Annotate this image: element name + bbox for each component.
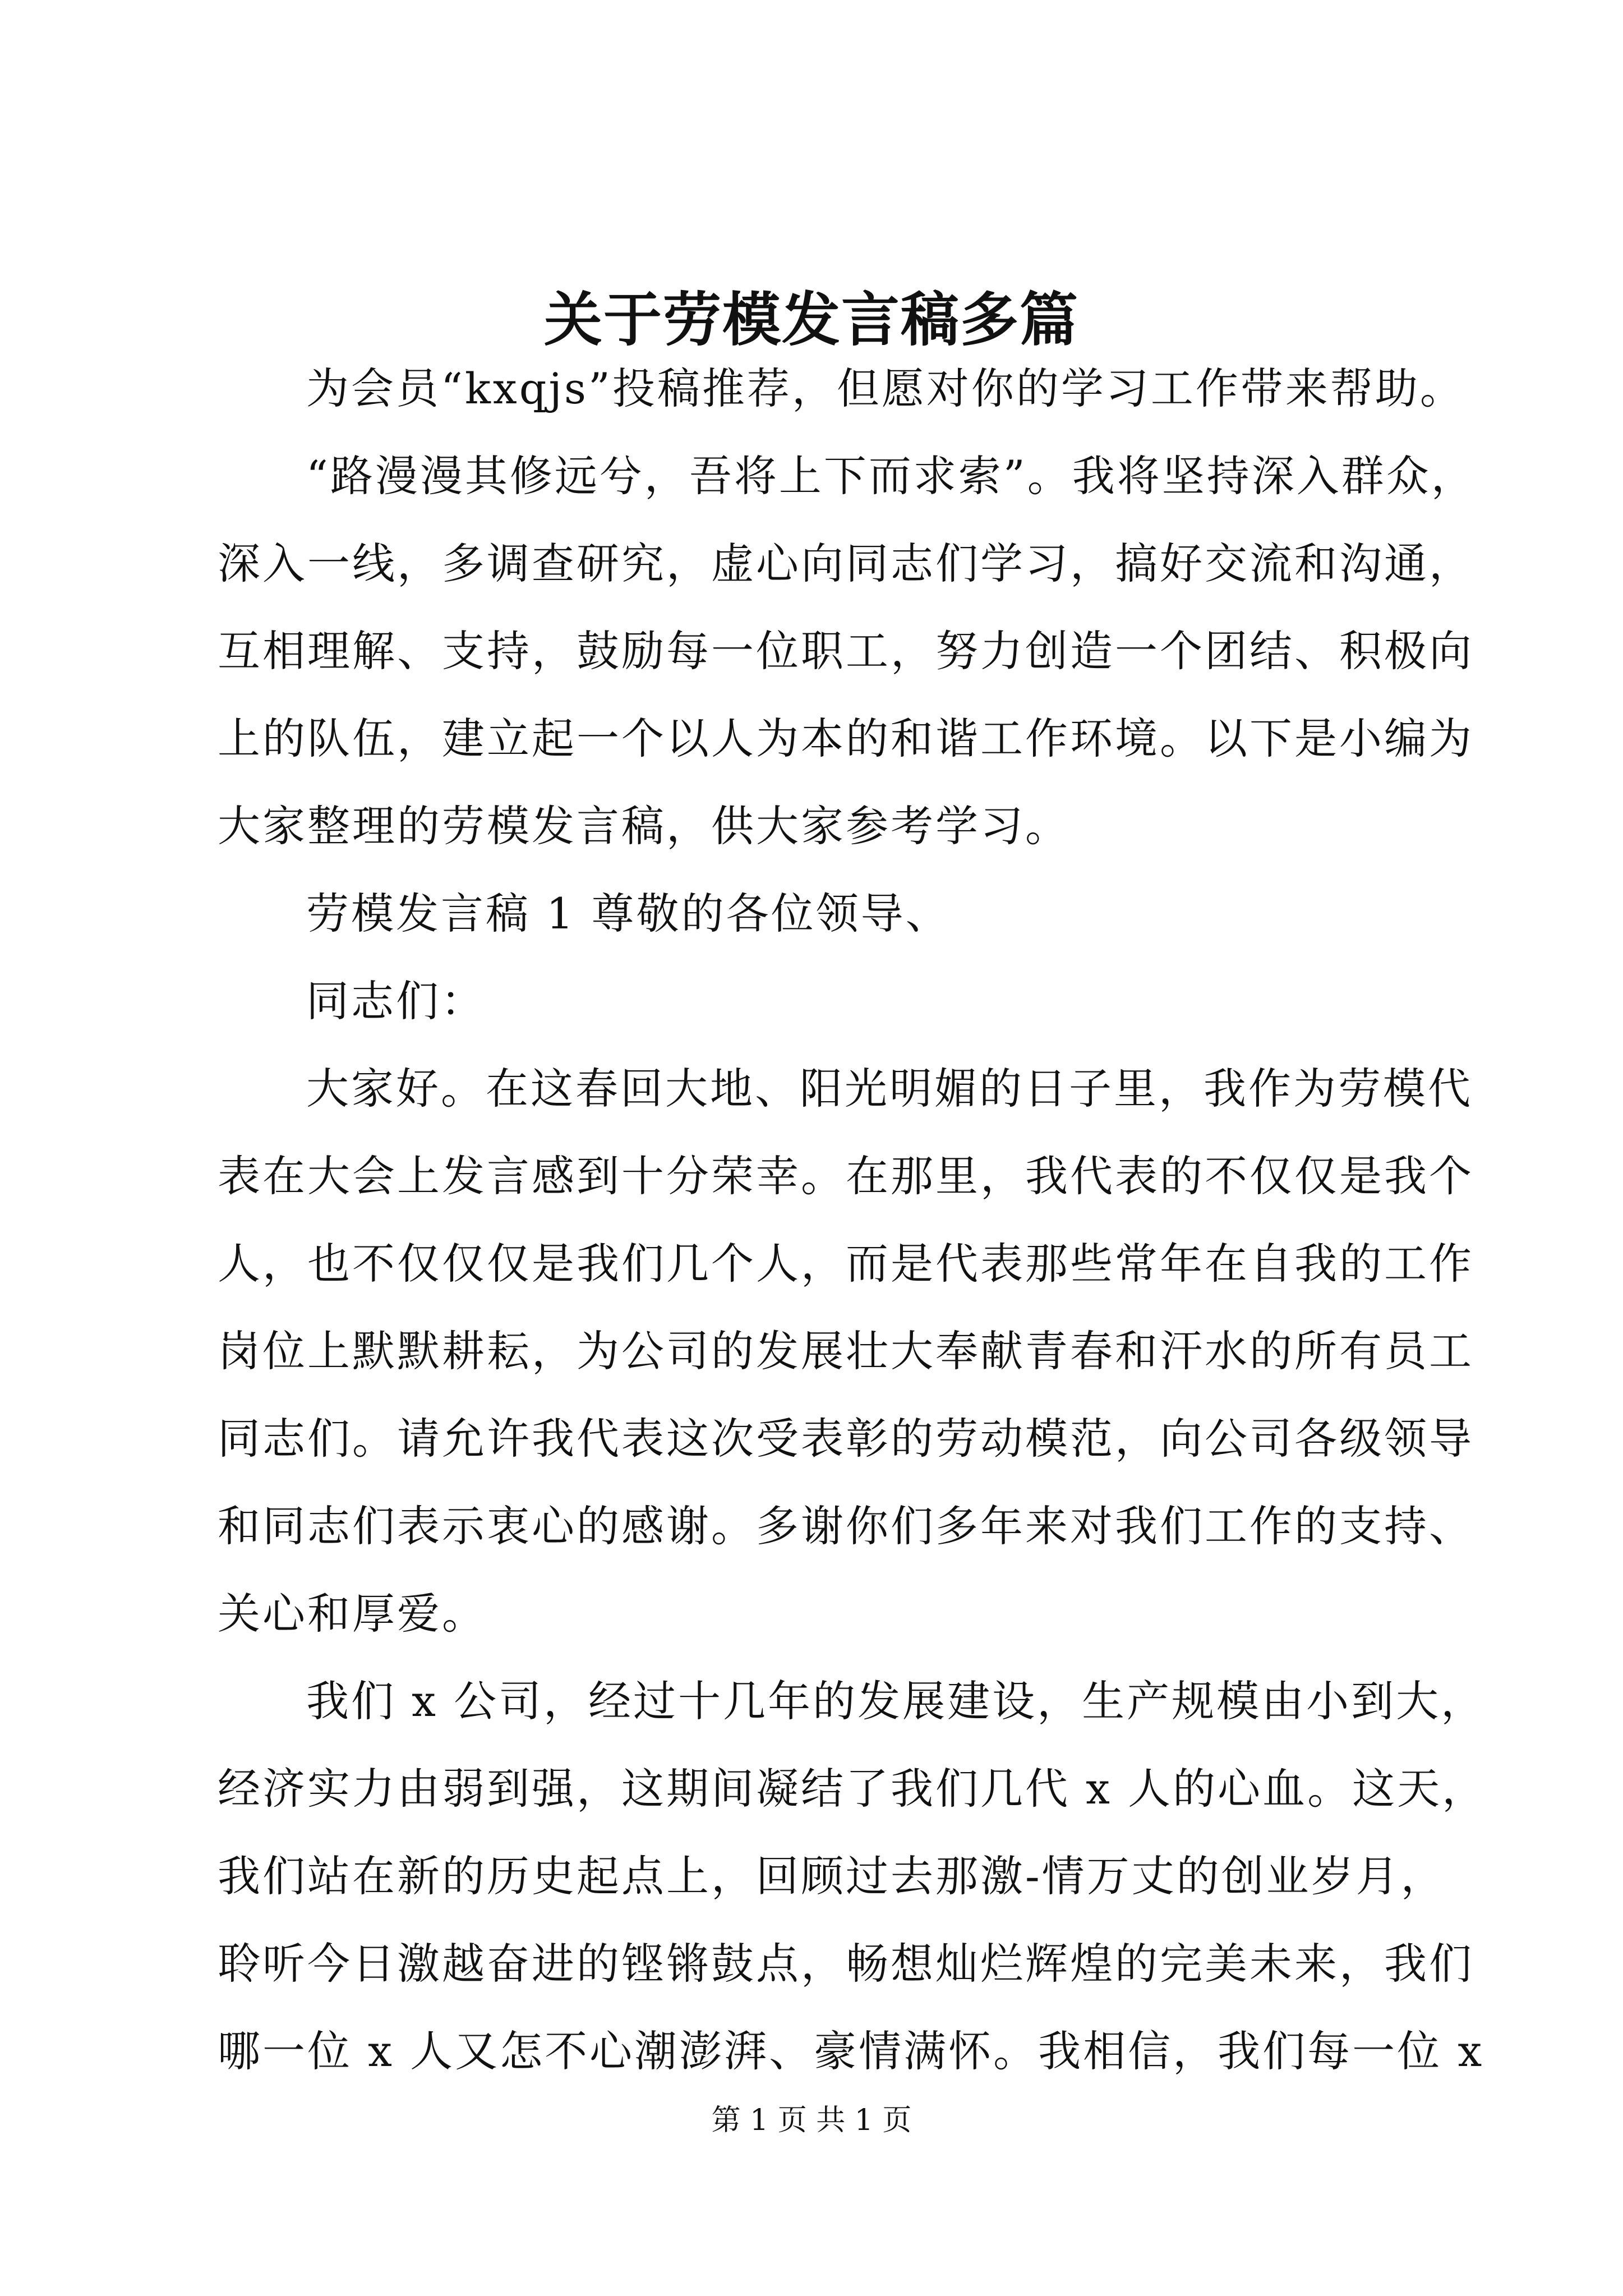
- text-line: 关心和厚爱。: [218, 1589, 487, 1639]
- text-line: 岗位上默默耕耘，为公司的发展壮大奉献青春和汗水的所有员工: [218, 1326, 1474, 1376]
- page-footer: 第 1 页 共 1 页: [711, 2104, 912, 2137]
- text-line: 表在大会上发言感到十分荣幸。在那里，我代表的不仅仅是我个: [218, 1151, 1474, 1201]
- text-line: “路漫漫其修远兮，吾将上下而求索”。我将坚持深入群众，: [306, 451, 1476, 501]
- text-line: 我们站在新的历史起点上，回顾过去那激-情万丈的创业岁月，: [218, 1851, 1446, 1901]
- text-line: 人，也不仅仅仅是我们几个人，而是代表那些常年在自我的工作: [218, 1239, 1474, 1289]
- text-line: 同志们：: [306, 976, 486, 1026]
- text-line: 互相理解、支持，鼓励每一位职工，努力创造一个团结、积极向: [218, 626, 1474, 676]
- text-line: 和同志们表示衷心的感谢。多谢你们多年来对我们工作的支持、: [218, 1501, 1474, 1551]
- text-line: 深入一线，多调查研究，虚心向同志们学习，搞好交流和沟通，: [218, 539, 1474, 588]
- text-line: 大家好。在这春回大地、阳光明媚的日子里，我作为劳模代: [306, 1064, 1473, 1114]
- document-body: [218, 345, 1487, 2095]
- text-line: 同志们。请允许我代表这次受表彰的劳动模范，向公司各级领导: [218, 1414, 1474, 1464]
- text-line: 我们 x 公司，经过十几年的发展建设，生产规模由小到大，: [306, 1676, 1486, 1726]
- text-line: 聆听今日激越奋进的铿锵鼓点，畅想灿烂辉煌的完美未来，我们: [218, 1939, 1474, 1989]
- text-line: 哪一位 x 人又怎不心潮澎湃、豪情满怀。我相信，我们每一位 x: [218, 2026, 1484, 2076]
- text-line: 为会员“kxqjs”投稿推荐，但愿对你的学习工作带来帮助。: [306, 364, 1465, 413]
- text-line: 劳模发言稿 1 尊敬的各位领导、: [306, 889, 951, 938]
- document-title: 关于劳模发言稿多篇: [543, 285, 1079, 354]
- text-line: 经济实力由弱到强，这期间凝结了我们几代 x 人的心血。这天，: [218, 1764, 1487, 1814]
- text-line: 大家整理的劳模发言稿，供大家参考学习。: [218, 801, 1070, 851]
- text-line: 上的队伍，建立起一个以人为本的和谐工作环境。以下是小编为: [218, 714, 1474, 763]
